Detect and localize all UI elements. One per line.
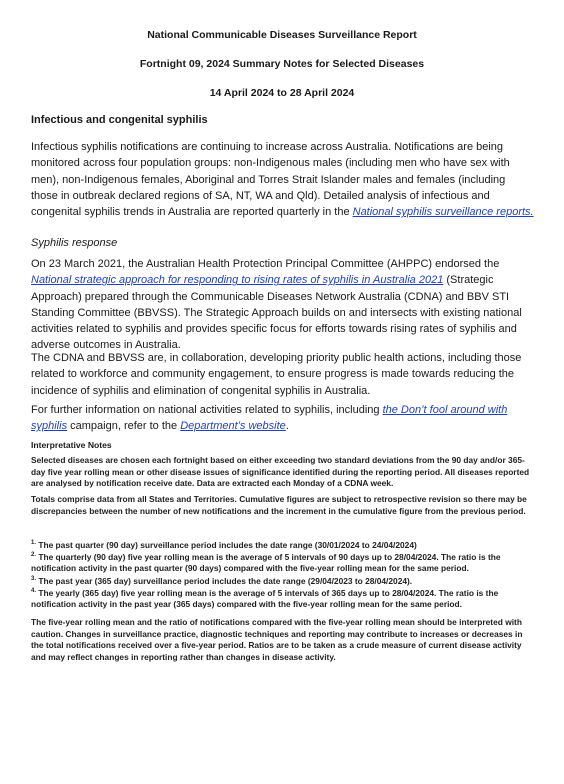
footnote-number: 1. xyxy=(31,540,37,546)
department-website-link[interactable]: Department’s website xyxy=(180,420,286,433)
footnote-text: The past quarter (90 day) surveillance period includes the date range (30/01/2024 to 24/04/2024) xyxy=(36,539,417,550)
note-selected-diseases: Selected diseases are chosen each fortnight based on either exceeding two standard deviations from the 90 day and/or 365-day five year rolling mean or other disease issues of significance identified during the reporting period. All diseases reported are analysed by notification receive date. Data are extracted each Monday of a CDNA week. xyxy=(31,455,530,489)
strategic-approach-link[interactable]: National strategic approach for responding to rising rates of syphilis in Australia 2021 xyxy=(31,274,444,287)
footnote-number: 2. xyxy=(31,552,37,558)
paragraph-notifications xyxy=(31,139,534,220)
report-subtitle: Fortnight 09, 2024 Summary Notes for Selected Diseases xyxy=(139,58,425,70)
paragraph-text: For further information on national activities related to syphilis, including xyxy=(31,404,383,416)
section-heading: Infectious and congenital syphilis xyxy=(31,114,208,126)
footnote-number: 4. xyxy=(31,588,37,594)
paragraph-text: . xyxy=(285,420,289,433)
paragraph-further-info xyxy=(31,402,534,435)
footnote-text: The past year (365 day) surveillance period includes the date range (29/04/2023 to 28/04/2024). xyxy=(36,575,413,586)
note-totals: Totals comprise data from all States and Territories. Cumulative figures are subject to retrospective revision so there may be discrepancies between the number of new notifications and the increment in the cumulative figure from the previous period. xyxy=(31,494,527,516)
note-rolling-mean-caution: The five-year rolling mean and the ratio of notifications compared with the five-year rolling mean should be interpreted with caution. Changes in surveillance practice, diagnostic techniques and reporting may contribute to increases or decreases in the total notifications received over a five-year period. Ratios are to be taken as a crude measure of current disease activity and may reflect changes in reporting rather than changes in disease activity. xyxy=(31,617,523,662)
footnote-4 xyxy=(31,586,534,611)
paragraph-text: On 23 March 2021, the Australian Health Protection Principal Committee (AHPPC) endorsed the xyxy=(31,258,500,270)
syphilis-surveillance-link[interactable]: National syphilis surveillance reports. xyxy=(352,206,534,219)
paragraph-text: Infectious syphilis notifications are continuing to increase across Australia. Notifications are being monitored across four population groups: non-Indigenous males (including men who have sex with men), non-Indigenous females, Aboriginal and Torres Strait Islander males and females (including those in outbreak declared regions of SA, NT, WA and Qld). Detailed analysis of infectious and congenital syphilis trends in Australia are reported quarterly in the xyxy=(31,141,510,219)
paragraph-strategic-approach xyxy=(31,256,534,354)
report-date-range: 14 April 2024 to 28 April 2024 xyxy=(209,87,355,99)
report-title: National Communicable Diseases Surveillance Report xyxy=(147,29,417,41)
footnote-number: 3. xyxy=(31,576,37,582)
footnote-text: The quarterly (90 day) five year rolling mean is the average of 5 intervals of 90 days up to 28/04/2024. The ratio is the notification activity in the past quarter (90 days) compared with the five-year rolling mean for the same period. xyxy=(31,551,501,574)
footnote-2 xyxy=(31,550,534,575)
paragraph-text: campaign, refer to the xyxy=(67,420,181,433)
notes-heading: Interpretative Notes xyxy=(31,440,112,450)
campaign-link[interactable]: the Don’t fool around with syphilis xyxy=(31,404,508,433)
subheading-syphilis-response: Syphilis response xyxy=(31,237,118,249)
paragraph-cdna-bbvss: The CDNA and BBVSS are, in collaboration, developing priority public health actions, including those related to workforce and community engagement, to ensure progress is made towards reducing the incidence of syphilis and elimination of congenital syphilis in Australia. xyxy=(31,352,522,397)
footnote-text: The yearly (365 day) five year rolling mean is the average of 5 intervals of 365 days up to 28/04/2024. The ratio is the notification activity in the past year (365 days) compared with the five-year rolling mean for the same period. xyxy=(31,587,499,610)
paragraph-text: (Strategic Approach) prepared through the Communicable Diseases Network Australia (CDNA) and BBV STI Standing Committee (BBVSS). The Strategic Approach builds on and intersects with existing national activities related to syphilis and provides specific focus for efforts towards rising rates of syphilis and adverse outcomes in Australia. xyxy=(31,274,522,352)
